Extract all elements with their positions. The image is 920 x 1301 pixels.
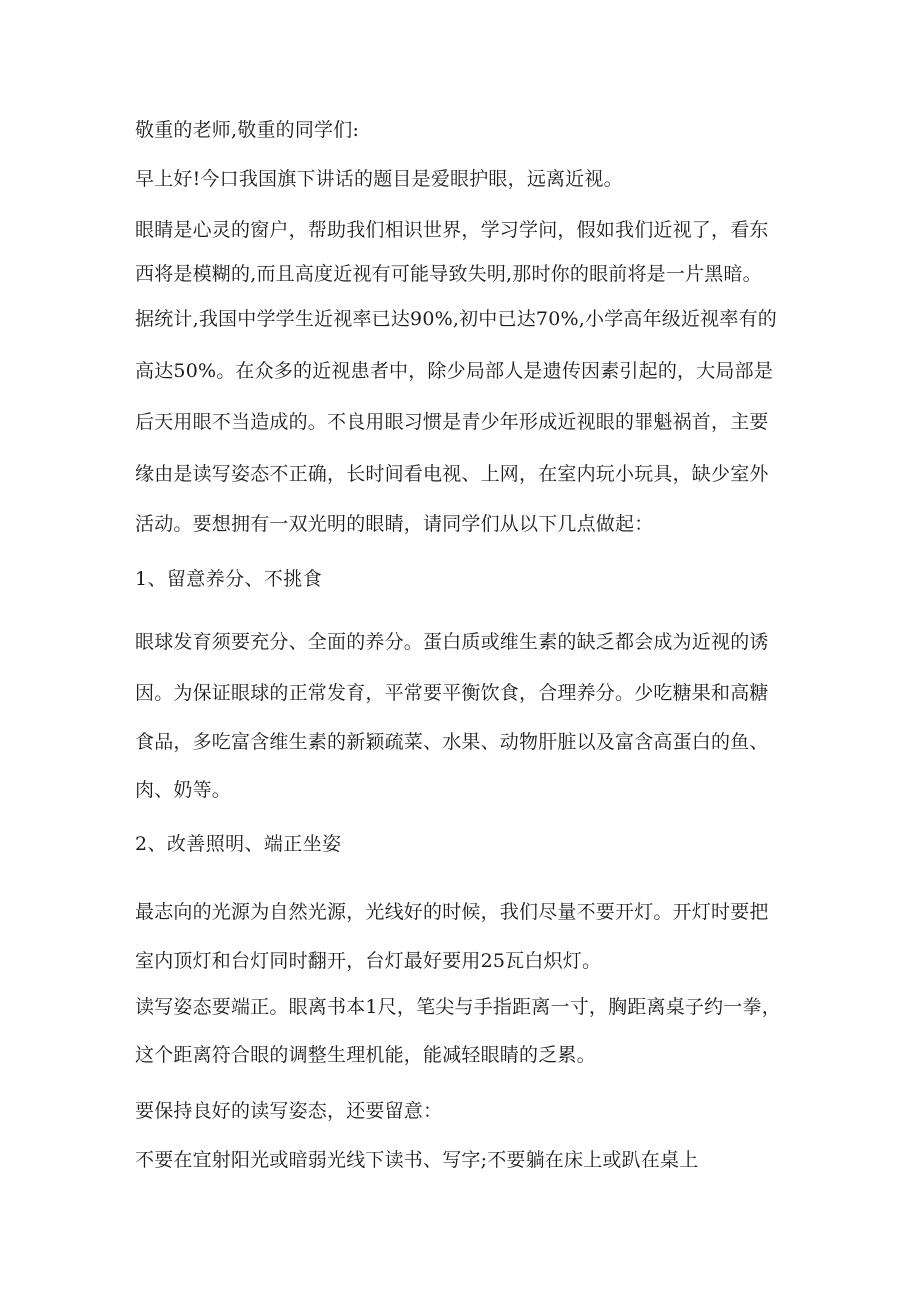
paragraph-line: 眼球发育须要充分、全面的养分。蛋白质或维生素的缺乏都会成为近视的诱	[135, 631, 769, 653]
section-heading-nutrition: 1、留意养分、不挑食	[135, 568, 323, 590]
paragraph-line: 后天用眼不当造成的。不良用眼习惯是青少年形成近视眼的罪魁祸首，主要	[135, 411, 769, 433]
paragraph-line: 眼睛是心灵的窗户，帮助我们相识世界，学习学问，假如我们近视了，看东	[135, 219, 769, 241]
paragraph-line: 这个距离符合眼的调整生理机能，能减轻眼睛的乏累。	[135, 1044, 596, 1066]
paragraph-line: 最志向的光源为自然光源，光线好的时候，我们尽量不要开灯。开灯时要把	[135, 901, 769, 923]
paragraph-line: 高达50%。在众多的近视患者中，除少局部人是遗传因素引起的，大局部是	[135, 360, 774, 382]
opening-line: 早上好!今口我国旗下讲话的题目是爱眼护眼，远离近视。	[135, 168, 623, 190]
paragraph-line: 要保持良好的读写姿态，还要留意：	[135, 1100, 443, 1122]
paragraph-line: 缘由是读写姿态不正确，长时间看电视、上网，在室内玩小玩具，缺少室外	[135, 463, 769, 485]
paragraph-line: 室内顶灯和台灯同时翻开，台灯最好要用25瓦白炽灯。	[135, 950, 602, 972]
paragraph-line: 活动。要想拥有一双光明的眼睛，请同学们从以下几点做起：	[135, 513, 654, 535]
paragraph-line: 不要在宜射阳光或暗弱光线下读书、写字;不要躺在床上或趴在桌上	[135, 1149, 699, 1171]
paragraph-line: 肉、奶等。	[135, 779, 232, 801]
paragraph-line: 西将是模糊的,而且高度近视有可能导致失明,那时你的眼前将是一片黑暗。	[135, 263, 762, 285]
paragraph-line: 读写姿态要端正。眼离书本1尺，笔尖与手指距离一寸，胸距离桌子约一拳，	[135, 996, 781, 1018]
section-heading-lighting: 2、改善照明、端正坐姿	[135, 833, 342, 855]
paragraph-line: 食品，多吃富含维生素的新颖疏菜、水果、动物肝脏以及富含高蛋白的鱼、	[135, 731, 769, 753]
paragraph-line: 据统计,我国中学学生近视率已达90%,初中已达70%,小学高年级近视率有的	[135, 308, 777, 330]
paragraph-line: 因。为保证眼球的正常发育，平常要平衡饮食，合理养分。少吃糖果和高糖	[135, 682, 769, 704]
greeting-line: 敬重的老师,敬重的同学们:	[135, 119, 360, 141]
